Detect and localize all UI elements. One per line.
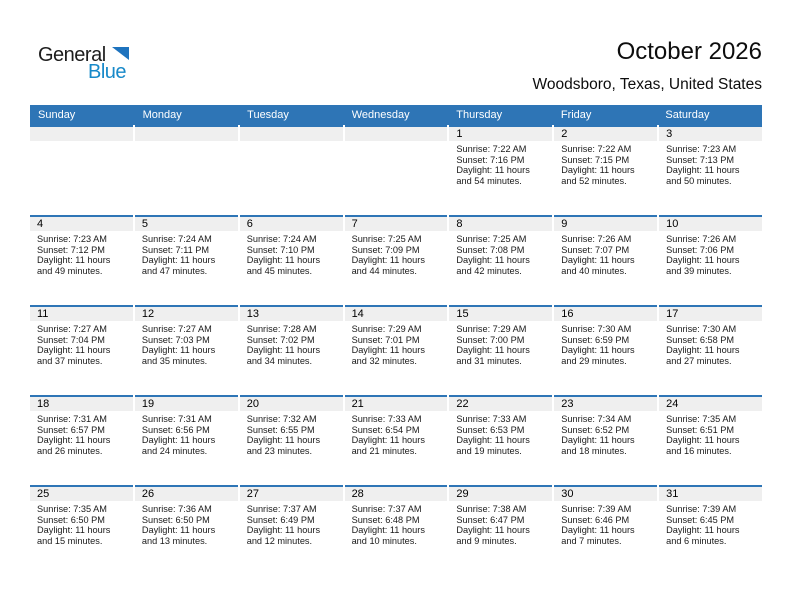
day-sun-info — [659, 141, 762, 186]
day-sun-info-line: Sunrise: 7:22 AM — [456, 144, 527, 154]
day-number: 23 — [554, 397, 657, 411]
day-sun-info-line: Sunrise: 7:30 AM — [666, 324, 737, 334]
day-sun-info-line: and 35 minutes. — [141, 355, 208, 366]
day-sun-info — [449, 141, 552, 186]
day-sun-info-line: Daylight: 11 hours — [351, 525, 425, 536]
day-sun-info-line: Daylight: 11 hours — [141, 435, 216, 446]
day-sun-info-line: and 37 minutes. — [37, 355, 103, 366]
day-sun-info-line: Sunset: 7:07 PM — [561, 244, 630, 255]
day-sun-info-line: Sunrise: 7:26 AM — [561, 234, 632, 244]
day-sun-info-line: Sunrise: 7:34 AM — [561, 414, 632, 424]
day-sun-info-line: and 12 minutes. — [246, 535, 313, 546]
weekday-header-row — [30, 105, 762, 125]
day-sun-info — [554, 231, 657, 276]
day-sun-info-line: Sunset: 7:16 PM — [456, 154, 525, 165]
week-row — [30, 395, 762, 485]
day-sun-info-line: Daylight: 11 hours — [456, 255, 530, 266]
day-sun-info-line: Sunset: 7:02 PM — [246, 334, 315, 345]
day-sun-info — [659, 321, 762, 366]
calendar-day-cell — [135, 305, 238, 395]
day-sun-info-line: Sunrise: 7:27 AM — [141, 324, 212, 334]
day-sun-info-line: Daylight: 11 hours — [666, 165, 740, 176]
day-sun-info-line: Sunrise: 7:28 AM — [246, 324, 317, 334]
day-sun-info-line: Sunrise: 7:24 AM — [141, 234, 212, 244]
day-sun-info-line: Sunrise: 7:30 AM — [561, 324, 632, 334]
page-title: October 2026 — [616, 38, 762, 65]
day-sun-info-line: Sunset: 6:51 PM — [666, 424, 735, 435]
calendar-day-cell — [449, 395, 552, 485]
day-number: 28 — [345, 487, 448, 501]
day-sun-info-line: and 9 minutes. — [456, 535, 517, 546]
day-sun-info-line: Daylight: 11 hours — [141, 525, 216, 536]
day-number — [30, 127, 133, 141]
day-number: 18 — [30, 397, 133, 411]
day-number: 9 — [554, 217, 657, 231]
day-sun-info — [345, 501, 448, 546]
weekday-label: Saturday — [665, 109, 710, 121]
day-number: 13 — [240, 307, 343, 321]
day-sun-info-line: Sunrise: 7:25 AM — [456, 234, 527, 244]
day-sun-info-line: and 26 minutes. — [37, 445, 103, 456]
calendar-day-cell — [240, 485, 343, 575]
day-sun-info-line: Daylight: 11 hours — [246, 345, 321, 356]
weekday-label: Monday — [142, 109, 182, 121]
day-sun-info-line: Sunset: 6:58 PM — [666, 334, 735, 345]
day-number: 29 — [449, 487, 552, 501]
day-sun-info-line: and 24 minutes. — [141, 445, 208, 456]
day-number: 27 — [240, 487, 343, 501]
day-sun-info — [345, 231, 448, 276]
day-sun-info — [240, 411, 343, 456]
day-sun-info-line: and 49 minutes. — [37, 265, 103, 276]
logo-text-blue: Blue — [88, 61, 127, 83]
day-number: 16 — [554, 307, 657, 321]
day-number: 22 — [449, 397, 552, 411]
day-number: 14 — [345, 307, 448, 321]
day-sun-info-line: Daylight: 11 hours — [351, 435, 425, 446]
day-sun-info-line: Sunset: 6:56 PM — [141, 424, 210, 435]
day-number: 4 — [30, 217, 133, 231]
day-sun-info-line: Daylight: 11 hours — [666, 345, 740, 356]
day-sun-info-line: Sunrise: 7:32 AM — [246, 414, 317, 424]
day-sun-info — [449, 231, 552, 276]
day-sun-info-line: Sunrise: 7:35 AM — [37, 504, 107, 514]
calendar-day-cell — [135, 215, 238, 305]
day-sun-info-line: Sunset: 6:50 PM — [37, 514, 105, 525]
day-sun-info — [659, 411, 762, 456]
day-sun-info — [240, 501, 343, 546]
day-sun-info-line: Sunrise: 7:23 AM — [666, 144, 737, 154]
calendar-day-cell — [30, 395, 133, 485]
day-sun-info-line: and 42 minutes. — [456, 265, 522, 276]
logo-text-general: General — [38, 44, 106, 66]
day-sun-info-line: Sunset: 7:09 PM — [351, 244, 420, 255]
day-number: 21 — [345, 397, 448, 411]
day-sun-info-line: and 39 minutes. — [666, 265, 732, 276]
day-sun-info — [554, 321, 657, 366]
day-sun-info-line: Daylight: 11 hours — [561, 435, 635, 446]
weekday-label: Tuesday — [247, 109, 289, 121]
week-row — [30, 485, 762, 575]
day-number: 17 — [659, 307, 762, 321]
calendar-day-cell — [135, 485, 238, 575]
day-sun-info-line: Daylight: 11 hours — [141, 345, 216, 356]
day-sun-info-line: Sunrise: 7:36 AM — [141, 504, 212, 514]
day-sun-info-line: and 50 minutes. — [666, 175, 732, 186]
day-sun-info — [30, 501, 133, 546]
day-sun-info-line: Daylight: 11 hours — [666, 255, 740, 266]
day-number: 2 — [554, 127, 657, 141]
day-sun-info — [135, 321, 238, 366]
day-sun-info — [449, 321, 552, 366]
title-block — [533, 38, 762, 94]
day-sun-info-line: Daylight: 11 hours — [666, 435, 740, 446]
weekday-label: Sunday — [38, 109, 76, 121]
calendar-day-cell — [345, 215, 448, 305]
weekday-label: Thursday — [456, 109, 503, 121]
weekday-label: Friday — [560, 109, 592, 121]
day-number: 6 — [240, 217, 343, 231]
calendar-day-cell — [449, 125, 552, 215]
calendar-day-cell — [135, 395, 238, 485]
day-number: 3 — [659, 127, 762, 141]
calendar-day-cell — [449, 485, 552, 575]
day-sun-info-line: Sunset: 7:04 PM — [37, 334, 105, 345]
day-sun-info — [30, 321, 133, 366]
calendar-day-cell — [554, 215, 657, 305]
day-sun-info-line: and 54 minutes. — [456, 175, 522, 186]
calendar-day-cell — [659, 125, 762, 215]
day-sun-info — [449, 501, 552, 546]
calendar-day-cell — [240, 215, 343, 305]
calendar-day-cell — [345, 485, 448, 575]
day-sun-info — [345, 321, 448, 366]
day-sun-info-line: Sunrise: 7:31 AM — [37, 414, 107, 424]
day-sun-info — [30, 231, 133, 276]
day-sun-info-line: Sunset: 6:55 PM — [246, 424, 315, 435]
calendar-day-cell — [345, 305, 448, 395]
day-sun-info-line: and 6 minutes. — [666, 535, 727, 546]
day-sun-info-line: Sunset: 6:52 PM — [561, 424, 630, 435]
day-sun-info-line: Sunrise: 7:37 AM — [351, 504, 422, 514]
day-number: 7 — [345, 217, 448, 231]
day-sun-info-line: and 16 minutes. — [666, 445, 732, 456]
day-number: 26 — [135, 487, 238, 501]
general-blue-logo — [38, 44, 158, 89]
calendar-day-cell — [659, 395, 762, 485]
calendar-empty-cell — [345, 125, 448, 215]
day-number: 31 — [659, 487, 762, 501]
day-sun-info-line: Daylight: 11 hours — [246, 525, 321, 536]
day-sun-info-line: Sunset: 6:45 PM — [666, 514, 735, 525]
calendar-empty-cell — [240, 125, 343, 215]
day-sun-info-line: Sunrise: 7:29 AM — [351, 324, 422, 334]
calendar-empty-cell — [30, 125, 133, 215]
day-sun-info-line: Sunset: 6:47 PM — [456, 514, 525, 525]
day-sun-info-line: Daylight: 11 hours — [37, 345, 111, 356]
day-sun-info-line: and 45 minutes. — [246, 265, 313, 276]
weekday-label: Wednesday — [351, 109, 410, 121]
day-sun-info-line: Sunrise: 7:33 AM — [456, 414, 527, 424]
day-sun-info-line: Daylight: 11 hours — [246, 255, 321, 266]
day-number: 10 — [659, 217, 762, 231]
day-sun-info-line: and 31 minutes. — [456, 355, 522, 366]
day-sun-info-line: Sunset: 7:00 PM — [456, 334, 525, 345]
day-sun-info-line: and 7 minutes. — [561, 535, 622, 546]
calendar-day-cell — [554, 395, 657, 485]
day-sun-info-line: Daylight: 11 hours — [456, 345, 530, 356]
day-sun-info-line: Sunset: 7:13 PM — [666, 154, 735, 165]
day-number: 12 — [135, 307, 238, 321]
day-sun-info-line: Daylight: 11 hours — [561, 255, 635, 266]
day-number — [345, 127, 448, 141]
day-number: 25 — [30, 487, 133, 501]
day-number: 1 — [449, 127, 552, 141]
page-subtitle: Woodsboro, Texas, United States — [532, 76, 762, 93]
calendar-grid — [30, 125, 762, 575]
day-sun-info-line: Sunset: 6:57 PM — [37, 424, 105, 435]
day-sun-info-line: Sunrise: 7:29 AM — [456, 324, 527, 334]
week-row — [30, 125, 762, 215]
day-number — [135, 127, 238, 141]
day-sun-info-line: Sunrise: 7:26 AM — [666, 234, 737, 244]
day-sun-info-line: Sunrise: 7:31 AM — [141, 414, 212, 424]
day-sun-info-line: and 23 minutes. — [246, 445, 313, 456]
day-sun-info-line: Sunset: 7:15 PM — [561, 154, 630, 165]
day-number: 30 — [554, 487, 657, 501]
day-sun-info-line: Sunset: 6:59 PM — [561, 334, 630, 345]
day-sun-info-line: Daylight: 11 hours — [37, 255, 111, 266]
day-number: 19 — [135, 397, 238, 411]
day-number: 20 — [240, 397, 343, 411]
day-sun-info-line: and 40 minutes. — [561, 265, 627, 276]
day-sun-info-line: Daylight: 11 hours — [456, 165, 530, 176]
day-sun-info-line: Daylight: 11 hours — [246, 435, 321, 446]
day-sun-info-line: Sunrise: 7:27 AM — [37, 324, 107, 334]
day-sun-info-line: Daylight: 11 hours — [37, 525, 111, 536]
day-sun-info-line: Sunrise: 7:39 AM — [561, 504, 632, 514]
day-sun-info-line: Sunset: 7:01 PM — [351, 334, 420, 345]
calendar — [30, 105, 762, 575]
week-row — [30, 215, 762, 305]
day-number: 5 — [135, 217, 238, 231]
day-sun-info-line: Sunset: 6:54 PM — [351, 424, 420, 435]
calendar-day-cell — [345, 395, 448, 485]
day-sun-info — [135, 231, 238, 276]
day-sun-info-line: Sunset: 6:53 PM — [456, 424, 525, 435]
calendar-day-cell — [449, 305, 552, 395]
day-sun-info-line: Sunrise: 7:25 AM — [351, 234, 422, 244]
day-sun-info-line: Daylight: 11 hours — [141, 255, 216, 266]
day-sun-info-line: Sunset: 7:10 PM — [246, 244, 315, 255]
day-sun-info-line: Sunset: 7:08 PM — [456, 244, 525, 255]
day-sun-info-line: Sunset: 6:48 PM — [351, 514, 420, 525]
day-sun-info-line: and 47 minutes. — [141, 265, 208, 276]
day-sun-info — [554, 411, 657, 456]
day-sun-info — [135, 501, 238, 546]
day-sun-info-line: Sunrise: 7:39 AM — [666, 504, 737, 514]
day-sun-info-line: and 21 minutes. — [351, 445, 417, 456]
day-sun-info — [554, 141, 657, 186]
day-sun-info-line: Sunrise: 7:38 AM — [456, 504, 527, 514]
day-number: 24 — [659, 397, 762, 411]
day-sun-info-line: Sunrise: 7:22 AM — [561, 144, 632, 154]
week-row — [30, 305, 762, 395]
day-sun-info-line: Sunset: 7:03 PM — [141, 334, 210, 345]
day-sun-info-line: Daylight: 11 hours — [351, 255, 425, 266]
calendar-day-cell — [659, 485, 762, 575]
day-number: 8 — [449, 217, 552, 231]
day-sun-info-line: and 29 minutes. — [561, 355, 627, 366]
calendar-day-cell — [554, 125, 657, 215]
day-sun-info — [240, 231, 343, 276]
day-sun-info-line: and 27 minutes. — [666, 355, 732, 366]
day-sun-info — [240, 321, 343, 366]
calendar-day-cell — [659, 215, 762, 305]
day-sun-info-line: Daylight: 11 hours — [456, 435, 530, 446]
day-sun-info-line: and 19 minutes. — [456, 445, 522, 456]
calendar-day-cell — [240, 395, 343, 485]
day-number: 11 — [30, 307, 133, 321]
calendar-day-cell — [30, 485, 133, 575]
day-sun-info — [30, 411, 133, 456]
day-sun-info-line: Sunrise: 7:24 AM — [246, 234, 317, 244]
day-sun-info-line: and 18 minutes. — [561, 445, 627, 456]
day-sun-info-line: and 32 minutes. — [351, 355, 417, 366]
day-sun-info-line: Sunset: 7:06 PM — [666, 244, 735, 255]
day-sun-info-line: Daylight: 11 hours — [37, 435, 111, 446]
day-sun-info-line: Daylight: 11 hours — [351, 345, 425, 356]
day-sun-info-line: Sunrise: 7:37 AM — [246, 504, 317, 514]
day-sun-info-line: Sunset: 7:12 PM — [37, 244, 105, 255]
calendar-day-cell — [449, 215, 552, 305]
day-number — [240, 127, 343, 141]
day-sun-info — [345, 411, 448, 456]
day-sun-info — [554, 501, 657, 546]
logo-triangle-icon — [112, 47, 129, 60]
day-sun-info-line: Sunrise: 7:35 AM — [666, 414, 737, 424]
day-sun-info-line: Sunset: 6:50 PM — [141, 514, 210, 525]
day-sun-info-line: and 52 minutes. — [561, 175, 627, 186]
day-sun-info-line: and 44 minutes. — [351, 265, 417, 276]
day-sun-info — [449, 411, 552, 456]
day-sun-info-line: Daylight: 11 hours — [666, 525, 740, 536]
day-sun-info — [659, 501, 762, 546]
day-sun-info-line: Sunset: 6:49 PM — [246, 514, 315, 525]
day-sun-info — [659, 231, 762, 276]
calendar-day-cell — [554, 485, 657, 575]
day-sun-info-line: and 13 minutes. — [141, 535, 208, 546]
calendar-day-cell — [30, 215, 133, 305]
day-sun-info — [135, 411, 238, 456]
calendar-day-cell — [659, 305, 762, 395]
day-sun-info-line: Daylight: 11 hours — [456, 525, 530, 536]
day-sun-info-line: and 15 minutes. — [37, 535, 103, 546]
day-sun-info-line: Sunset: 6:46 PM — [561, 514, 630, 525]
day-sun-info-line: Sunrise: 7:33 AM — [351, 414, 422, 424]
day-sun-info-line: and 10 minutes. — [351, 535, 417, 546]
day-sun-info-line: Daylight: 11 hours — [561, 165, 635, 176]
day-sun-info-line: Daylight: 11 hours — [561, 345, 635, 356]
day-sun-info-line: Sunrise: 7:23 AM — [37, 234, 107, 244]
calendar-empty-cell — [135, 125, 238, 215]
day-number: 15 — [449, 307, 552, 321]
day-sun-info-line: and 34 minutes. — [246, 355, 313, 366]
calendar-day-cell — [30, 305, 133, 395]
day-sun-info-line: Sunset: 7:11 PM — [141, 244, 210, 255]
calendar-day-cell — [240, 305, 343, 395]
day-sun-info-line: Daylight: 11 hours — [561, 525, 635, 536]
calendar-day-cell — [554, 305, 657, 395]
